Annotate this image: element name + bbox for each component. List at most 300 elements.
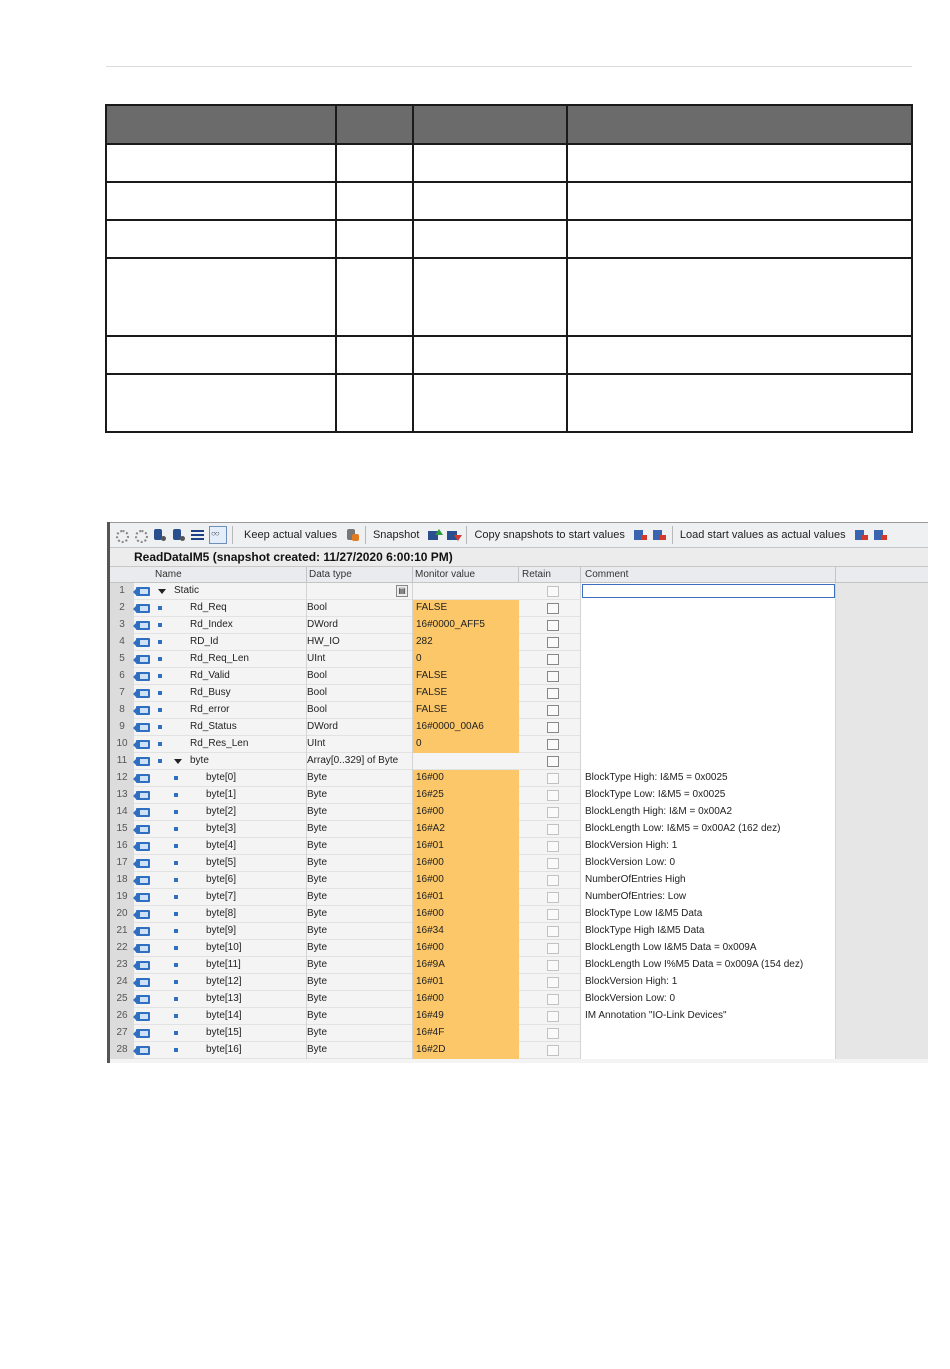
bullet-icon [174,878,178,882]
var-comment[interactable]: BlockType High I&M5 Data [581,923,836,940]
add-row-icon[interactable] [171,528,186,542]
retain-cell [519,753,581,770]
expand-all-icon[interactable] [190,528,205,542]
row-number: 1 [110,583,134,600]
var-data-type[interactable]: UInt [307,653,326,664]
var-monitor-value: 16#25 [413,787,519,804]
var-comment[interactable]: BlockLength Low: I&M5 = 0x00A2 (162 dez) [581,821,836,838]
col-header-data-type[interactable]: Data type [309,569,352,580]
block-title: ReadDataIM5 (snapshot created: 11/27/2020 6:00:10 PM) [110,548,928,567]
interface-icon-wrap [136,893,150,902]
interface-icon-wrap [136,961,150,970]
bullet-icon [174,963,178,967]
var-name[interactable]: Rd_Busy [190,687,231,698]
grid-filler [836,787,928,804]
retain-cell [519,872,581,889]
bullet-icon [174,895,178,899]
retain-checkbox[interactable] [547,603,559,614]
retain-cell [519,821,581,838]
grid-filler [836,583,928,600]
var-comment[interactable] [581,702,836,719]
table-row[interactable] [110,991,928,1008]
interface-icon-wrap [136,1012,150,1021]
retain-checkbox[interactable] [547,909,559,920]
interface-icon [136,927,150,936]
interface-icon-wrap [136,706,150,715]
parameter-table [105,104,913,433]
retain-checkbox[interactable] [547,875,559,886]
interface-icon [136,1012,150,1021]
struct-icon[interactable]: ▤ [396,585,408,597]
var-name[interactable]: byte[4] [206,840,237,851]
interface-icon [136,587,150,596]
grid-filler [836,668,928,685]
grid-filler [836,838,928,855]
var-comment[interactable]: BlockVersion Low: 0 [581,855,836,872]
retain-cell [519,651,581,668]
load-down-icon[interactable] [652,528,667,542]
retain-checkbox[interactable] [547,756,559,767]
retain-checkbox[interactable] [547,790,559,801]
snapshot-icon[interactable] [345,528,360,542]
grid-filler [836,702,928,719]
interface-icon [136,689,150,698]
bullet-icon [158,623,162,627]
var-monitor-value [413,583,519,600]
grid-filler [836,651,928,668]
grid-filler [836,634,928,651]
var-data-type[interactable]: Byte [307,823,328,834]
retain-cell [519,804,581,821]
retain-checkbox[interactable] [547,960,559,971]
interface-icon [136,961,150,970]
bullet-icon [174,997,178,1001]
var-data-type[interactable]: Byte [307,959,328,970]
var-data-type[interactable]: Byte [307,993,328,1004]
retain-cell [519,736,581,753]
interface-icon-wrap [136,791,150,800]
interface-icon-wrap [136,655,150,664]
retain-checkbox[interactable] [547,620,559,631]
var-data-type[interactable]: Byte [307,1027,328,1038]
interface-icon [136,893,150,902]
retain-cell [519,1025,581,1042]
var-comment[interactable]: BlockLength Low I&M5 Data = 0x009A [581,940,836,957]
bullet-icon [174,827,178,831]
bullet-icon [158,674,162,678]
retain-cell [519,668,581,685]
declaration-grid [110,567,928,1059]
row-number: 6 [110,668,134,685]
var-comment[interactable]: BlockType Low: I&M5 = 0x0025 [581,787,836,804]
var-monitor-value: 16#2D [413,1042,519,1059]
grid-filler [836,872,928,889]
settings-alt-icon[interactable] [133,528,148,542]
interface-icon-wrap [136,689,150,698]
table-row [106,144,912,182]
retain-checkbox[interactable] [547,1045,559,1056]
retain-cell [519,957,581,974]
retain-checkbox[interactable] [547,824,559,835]
upload-icon[interactable] [873,528,888,542]
var-monitor-value: 16#49 [413,1008,519,1025]
row-number: 27 [110,1025,134,1042]
grid-filler [836,991,928,1008]
var-monitor-value: 0 [413,651,519,668]
var-name[interactable]: byte[6] [206,874,237,885]
tia-datablock-window [107,522,928,1063]
table-row[interactable] [110,923,928,940]
row-number: 24 [110,974,134,991]
var-name[interactable]: byte[8] [206,908,237,919]
table-row[interactable] [110,668,928,685]
var-name[interactable]: Rd_Req [190,602,227,613]
bullet-icon [158,640,162,644]
table-row[interactable] [110,702,928,719]
col-header-retain[interactable]: Retain [522,569,551,580]
copy-snapshots-button[interactable]: Copy snapshots to start values [474,529,625,541]
var-name[interactable]: byte[1] [206,789,237,800]
retain-checkbox[interactable] [547,1011,559,1022]
retain-cell [519,906,581,923]
var-name[interactable]: byte[16] [206,1044,242,1055]
table-row[interactable] [110,736,928,753]
grid-filler [836,974,928,991]
copy-down-icon[interactable] [446,528,461,542]
retain-checkbox[interactable] [547,1028,559,1039]
var-monitor-value: FALSE [413,600,519,617]
retain-cell [519,1042,581,1059]
var-monitor-value [413,753,519,770]
retain-cell [519,1008,581,1025]
var-monitor-value: 0 [413,736,519,753]
var-comment[interactable]: IM Annotation "IO-Link Devices" [581,1008,836,1025]
bullet-icon [174,776,178,780]
var-name[interactable]: byte [190,755,209,766]
bullet-icon [158,725,162,729]
row-number: 2 [110,600,134,617]
grid-filler [836,1025,928,1042]
table-row[interactable] [110,634,928,651]
table-row[interactable] [110,838,928,855]
var-name[interactable]: Rd_Valid [190,670,230,681]
interface-icon-wrap [136,723,150,732]
retain-checkbox[interactable] [547,994,559,1005]
interface-icon-wrap [136,774,150,783]
table-row[interactable] [110,974,928,991]
bullet-icon [174,861,178,865]
interface-icon-wrap [136,757,150,766]
var-data-type[interactable]: Byte [307,976,328,987]
table-row[interactable] [110,651,928,668]
var-name[interactable]: byte[13] [206,993,242,1004]
var-data-type[interactable]: HW_IO [307,636,340,647]
row-number: 20 [110,906,134,923]
row-number: 21 [110,923,134,940]
var-monitor-value: FALSE [413,668,519,685]
row-number: 11 [110,753,134,770]
var-comment[interactable] [581,617,836,634]
var-data-type[interactable]: Byte [307,1044,328,1055]
var-data-type[interactable]: Byte [307,874,328,885]
var-data-type[interactable]: Byte [307,806,328,817]
interface-icon-wrap [136,621,150,630]
interface-icon [136,978,150,987]
retain-checkbox[interactable] [547,926,559,937]
row-number: 12 [110,770,134,787]
table-row[interactable] [110,787,928,804]
interface-icon-wrap [136,638,150,647]
var-name[interactable]: byte[0] [206,772,237,783]
retain-cell [519,855,581,872]
var-name[interactable]: RD_Id [190,636,219,647]
table-row [106,374,912,432]
var-monitor-value: 16#0000_AFF5 [413,617,519,634]
retain-checkbox[interactable] [547,858,559,869]
var-comment[interactable] [581,719,836,736]
table-row[interactable] [110,1042,928,1059]
col-header-comment[interactable]: Comment [585,569,629,580]
var-data-type[interactable]: Bool [307,602,328,613]
var-monitor-value: FALSE [413,685,519,702]
bullet-icon [174,1014,178,1018]
table-row[interactable] [110,617,928,634]
table-row[interactable] [110,1025,928,1042]
table-row[interactable] [110,957,928,974]
load-start-values-button[interactable]: Load start values as actual values [679,529,846,541]
grid-filler [836,685,928,702]
var-comment[interactable]: BlockType High: I&M5 = 0x0025 [581,770,836,787]
grid-filler [836,617,928,634]
bullet-icon [158,708,162,712]
var-comment[interactable] [581,1042,836,1059]
var-comment[interactable]: NumberOfEntries: Low [581,889,836,906]
retain-cell [519,787,581,804]
var-name[interactable]: byte[12] [206,976,242,987]
var-name[interactable]: byte[5] [206,857,237,868]
table-row[interactable] [110,906,928,923]
grid-filler [836,1008,928,1025]
interface-icon [136,825,150,834]
interface-icon [136,808,150,817]
var-data-type[interactable]: Bool [307,704,328,715]
load-up-icon[interactable] [633,528,648,542]
var-monitor-value: 16#00 [413,804,519,821]
var-monitor-value: 16#0000_00A6 [413,719,519,736]
retain-cell [519,583,581,600]
keep-actual-values-button[interactable]: Keep actual values [244,529,337,541]
var-name[interactable]: byte[10] [206,942,242,953]
var-data-type[interactable]: Byte [307,942,328,953]
row-number: 7 [110,685,134,702]
bullet-icon [158,691,162,695]
table-row[interactable] [110,821,928,838]
var-name[interactable]: Rd_Status [190,721,237,732]
var-comment[interactable] [581,685,836,702]
var-monitor-value: 16#00 [413,940,519,957]
row-number: 17 [110,855,134,872]
var-comment[interactable]: BlockVersion High: 1 [581,974,836,991]
retain-checkbox[interactable] [547,654,559,665]
table-row[interactable] [110,940,928,957]
grid-filler [836,889,928,906]
grid-filler [836,753,928,770]
interface-icon-wrap [136,672,150,681]
var-data-type[interactable]: UInt [307,738,326,749]
var-comment[interactable]: NumberOfEntries High [581,872,836,889]
interface-icon [136,672,150,681]
collapse-triangle-icon[interactable] [158,589,166,594]
var-data-type[interactable]: Byte [307,857,328,868]
row-number: 23 [110,957,134,974]
table-row[interactable] [110,583,928,600]
grid-filler [836,940,928,957]
var-comment[interactable]: BlockVersion Low: 0 [581,991,836,1008]
retain-checkbox[interactable] [547,807,559,818]
retain-cell [519,770,581,787]
retain-checkbox[interactable] [547,773,559,784]
monitor-all-icon[interactable] [209,526,227,544]
retain-cell [519,974,581,991]
row-number: 10 [110,736,134,753]
table-row[interactable] [110,804,928,821]
grid-filler [836,770,928,787]
var-monitor-value: 16#00 [413,770,519,787]
table-row [106,182,912,220]
retain-checkbox[interactable] [547,892,559,903]
var-comment[interactable]: BlockType Low I&M5 Data [581,906,836,923]
var-name[interactable]: Rd_error [190,704,230,715]
row-number: 14 [110,804,134,821]
retain-checkbox[interactable] [547,841,559,852]
var-data-type[interactable]: Byte [307,925,328,936]
grid-filler [836,923,928,940]
var-comment[interactable] [581,753,836,770]
grid-filler [836,957,928,974]
interface-icon [136,740,150,749]
grid-filler [836,906,928,923]
row-number: 8 [110,702,134,719]
retain-checkbox[interactable] [547,977,559,988]
retain-checkbox[interactable] [547,586,559,597]
table-row[interactable] [110,685,928,702]
var-name[interactable]: byte[7] [206,891,237,902]
var-comment[interactable] [581,1025,836,1042]
col-header-monitor-value[interactable]: Monitor value [415,569,476,580]
var-monitor-value: 16#A2 [413,821,519,838]
retain-checkbox[interactable] [547,637,559,648]
var-data-type[interactable]: Byte [307,908,328,919]
var-data-type[interactable]: Byte [307,891,328,902]
row-number: 3 [110,617,134,634]
retain-checkbox[interactable] [547,722,559,733]
var-name[interactable]: byte[15] [206,1027,242,1038]
retain-cell [519,634,581,651]
insert-row-icon[interactable] [152,528,167,542]
var-data-type[interactable]: Bool [307,670,328,681]
retain-checkbox[interactable] [547,671,559,682]
interface-icon [136,859,150,868]
interface-icon-wrap [136,859,150,868]
interface-icon [136,621,150,630]
table-row[interactable] [110,770,928,787]
var-data-type[interactable] [307,583,413,600]
var-monitor-value: 16#00 [413,906,519,923]
bullet-icon [174,912,178,916]
var-comment[interactable] [581,736,836,753]
table-row[interactable] [110,889,928,906]
retain-checkbox[interactable] [547,688,559,699]
download-icon[interactable] [854,528,869,542]
var-name[interactable]: byte[2] [206,806,237,817]
var-comment[interactable]: BlockLength High: I&M = 0x00A2 [581,804,836,821]
interface-icon-wrap [136,927,150,936]
toolbar-separator [466,526,467,544]
var-data-type[interactable]: DWord [307,619,338,630]
var-comment[interactable] [581,583,836,600]
table-row[interactable] [110,872,928,889]
table-row[interactable] [110,1008,928,1025]
var-name[interactable]: Rd_Req_Len [190,653,249,664]
var-name[interactable]: byte[14] [206,1010,242,1021]
var-data-type[interactable]: Byte [307,789,328,800]
var-data-type[interactable]: Byte [307,840,328,851]
var-data-type[interactable]: DWord [307,721,338,732]
bullet-icon [174,793,178,797]
retain-checkbox[interactable] [547,943,559,954]
var-name[interactable]: Static [174,585,200,596]
retain-cell [519,719,581,736]
var-name[interactable]: byte[11] [206,959,241,970]
collapse-triangle-icon[interactable] [174,759,182,764]
interface-icon [136,1046,150,1055]
bullet-icon [158,657,162,661]
var-comment[interactable] [581,634,836,651]
var-comment[interactable] [581,600,836,617]
var-data-type[interactable]: Array[0..329] of Byte [307,755,399,766]
var-name[interactable]: byte[3] [206,823,237,834]
var-comment[interactable] [581,668,836,685]
retain-checkbox[interactable] [547,739,559,750]
bullet-icon [174,1031,178,1035]
var-comment[interactable] [581,651,836,668]
var-name[interactable]: byte[9] [206,925,237,936]
var-name[interactable]: Rd_Res_Len [190,738,249,749]
retain-cell [519,889,581,906]
var-comment[interactable]: BlockLength Low I%M5 Data = 0x009A (154 dez) [581,957,836,974]
var-data-type[interactable]: Byte [307,772,328,783]
interface-icon [136,638,150,647]
var-data-type[interactable]: Byte [307,1010,328,1021]
snapshot-button[interactable]: Snapshot [372,529,420,541]
retain-checkbox[interactable] [547,705,559,716]
table-row[interactable] [110,719,928,736]
interface-icon [136,723,150,732]
table-row[interactable] [110,600,928,617]
copy-up-icon[interactable] [427,528,442,542]
var-comment[interactable]: BlockVersion High: 1 [581,838,836,855]
bullet-icon [158,759,162,763]
table-row[interactable] [110,855,928,872]
table-header-row [106,105,912,144]
var-name[interactable]: Rd_Index [190,619,233,630]
settings-icon[interactable] [114,528,129,542]
var-data-type[interactable]: Bool [307,687,328,698]
col-header-name[interactable]: Name [155,569,182,580]
table-row[interactable] [110,753,928,770]
interface-icon-wrap [136,876,150,885]
bullet-icon [158,606,162,610]
